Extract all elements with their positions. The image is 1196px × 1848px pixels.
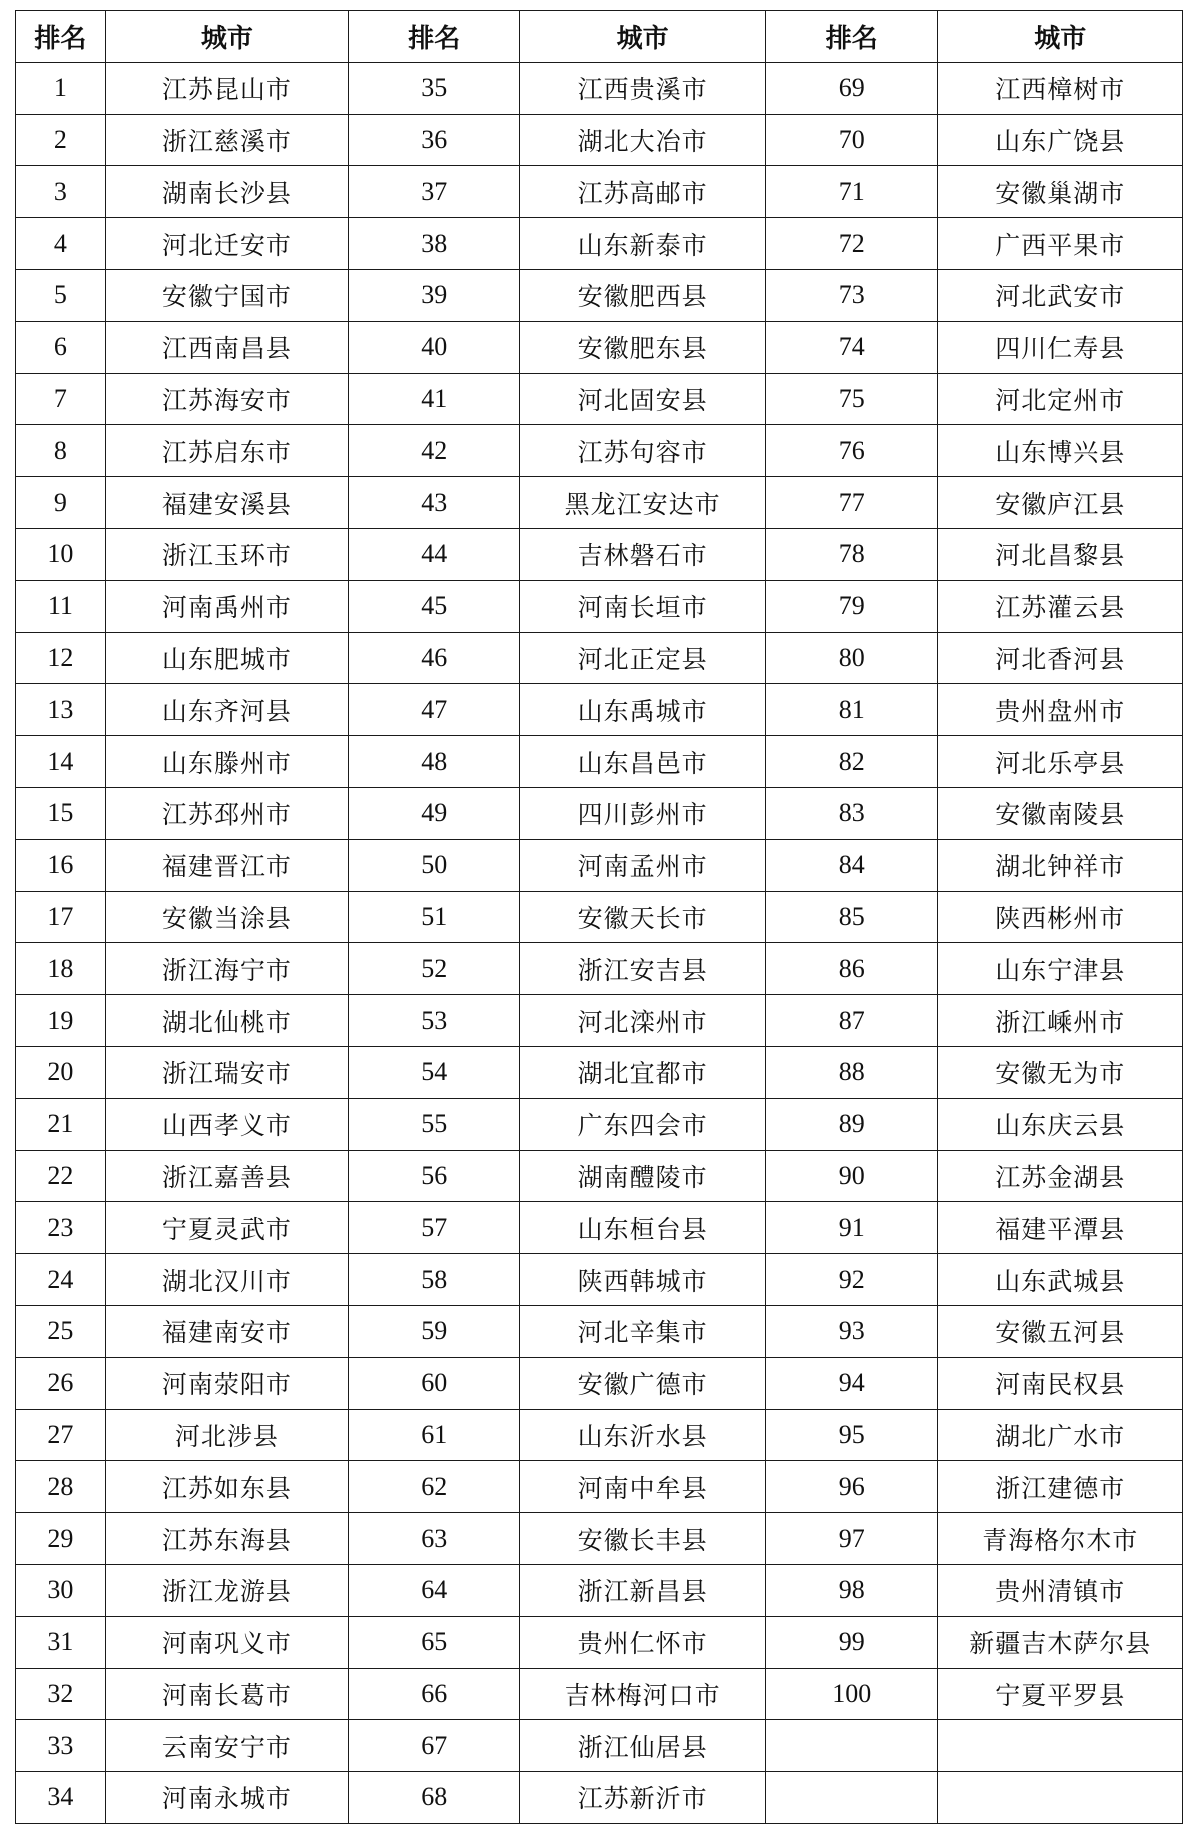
table-row xyxy=(16,995,1183,1047)
rank-cell: 15 xyxy=(16,787,106,839)
header-row xyxy=(16,11,1183,63)
table-row xyxy=(16,1409,1183,1461)
header-city-3: 城市 xyxy=(938,11,1183,63)
city-cell: 陕西彬州市 xyxy=(938,891,1183,943)
rank-cell: 69 xyxy=(766,62,938,114)
table-row xyxy=(16,943,1183,995)
rank-cell: 57 xyxy=(349,1202,520,1254)
rank-cell: 36 xyxy=(349,114,520,166)
rank-cell: 59 xyxy=(349,1305,520,1357)
rank-cell: 43 xyxy=(349,477,520,529)
city-cell: 安徽广德市 xyxy=(520,1357,766,1409)
rank-cell: 55 xyxy=(349,1098,520,1150)
city-cell: 福建平潭县 xyxy=(938,1202,1183,1254)
table-row xyxy=(16,1616,1183,1668)
city-cell: 青海格尔木市 xyxy=(938,1513,1183,1565)
rank-cell: 10 xyxy=(16,528,106,580)
city-cell: 河南孟州市 xyxy=(520,839,766,891)
city-cell: 安徽当涂县 xyxy=(105,891,348,943)
city-cell: 河北香河县 xyxy=(938,632,1183,684)
city-cell: 安徽肥东县 xyxy=(520,321,766,373)
rank-cell: 87 xyxy=(766,995,938,1047)
rank-cell: 54 xyxy=(349,1046,520,1098)
rank-cell: 86 xyxy=(766,943,938,995)
city-cell: 浙江新昌县 xyxy=(520,1564,766,1616)
rank-cell: 100 xyxy=(766,1668,938,1720)
rank-cell: 44 xyxy=(349,528,520,580)
city-cell: 江苏邳州市 xyxy=(105,787,348,839)
rank-cell: 34 xyxy=(16,1772,106,1824)
rank-cell: 9 xyxy=(16,477,106,529)
rank-cell: 8 xyxy=(16,425,106,477)
city-cell: 吉林磐石市 xyxy=(520,528,766,580)
rank-cell: 61 xyxy=(349,1409,520,1461)
city-cell: 贵州仁怀市 xyxy=(520,1616,766,1668)
rank-cell: 68 xyxy=(349,1772,520,1824)
city-cell xyxy=(938,1772,1183,1824)
rank-cell: 45 xyxy=(349,580,520,632)
city-cell: 福建安溪县 xyxy=(105,477,348,529)
city-cell: 安徽无为市 xyxy=(938,1046,1183,1098)
rank-cell: 56 xyxy=(349,1150,520,1202)
city-cell: 山西孝义市 xyxy=(105,1098,348,1150)
city-cell: 江苏高邮市 xyxy=(520,166,766,218)
rank-cell: 73 xyxy=(766,269,938,321)
rank-cell: 74 xyxy=(766,321,938,373)
city-cell: 山东禹城市 xyxy=(520,684,766,736)
rank-cell: 70 xyxy=(766,114,938,166)
rank-cell: 35 xyxy=(349,62,520,114)
rank-cell xyxy=(766,1720,938,1772)
city-cell: 浙江瑞安市 xyxy=(105,1046,348,1098)
rank-cell: 1 xyxy=(16,62,106,114)
table-row xyxy=(16,1772,1183,1824)
rank-cell: 6 xyxy=(16,321,106,373)
city-cell: 江苏昆山市 xyxy=(105,62,348,114)
rank-cell: 33 xyxy=(16,1720,106,1772)
city-cell: 河北乐亭县 xyxy=(938,736,1183,788)
rank-cell: 51 xyxy=(349,891,520,943)
table-row xyxy=(16,1098,1183,1150)
city-cell: 湖南醴陵市 xyxy=(520,1150,766,1202)
rank-cell: 72 xyxy=(766,218,938,270)
rank-cell: 3 xyxy=(16,166,106,218)
city-cell: 贵州清镇市 xyxy=(938,1564,1183,1616)
city-cell: 浙江仙居县 xyxy=(520,1720,766,1772)
rank-cell: 50 xyxy=(349,839,520,891)
table-row xyxy=(16,839,1183,891)
table-row xyxy=(16,1357,1183,1409)
rank-cell: 17 xyxy=(16,891,106,943)
rank-cell xyxy=(766,1772,938,1824)
city-cell: 湖北广水市 xyxy=(938,1409,1183,1461)
city-cell: 宁夏灵武市 xyxy=(105,1202,348,1254)
city-cell: 江西南昌县 xyxy=(105,321,348,373)
city-cell: 黑龙江安达市 xyxy=(520,477,766,529)
rank-cell: 13 xyxy=(16,684,106,736)
city-cell: 山东滕州市 xyxy=(105,736,348,788)
city-cell: 山东昌邑市 xyxy=(520,736,766,788)
rank-cell: 26 xyxy=(16,1357,106,1409)
city-cell: 湖南长沙县 xyxy=(105,166,348,218)
city-cell: 河北涉县 xyxy=(105,1409,348,1461)
city-cell: 江苏金湖县 xyxy=(938,1150,1183,1202)
rank-cell: 92 xyxy=(766,1254,938,1306)
rank-cell: 2 xyxy=(16,114,106,166)
rank-cell: 4 xyxy=(16,218,106,270)
table-row xyxy=(16,1046,1183,1098)
city-cell: 江西贵溪市 xyxy=(520,62,766,114)
table-row xyxy=(16,114,1183,166)
rank-cell: 39 xyxy=(349,269,520,321)
rank-cell: 91 xyxy=(766,1202,938,1254)
rank-cell: 52 xyxy=(349,943,520,995)
table-row xyxy=(16,787,1183,839)
rank-cell: 83 xyxy=(766,787,938,839)
city-cell: 河南永城市 xyxy=(105,1772,348,1824)
rank-cell: 93 xyxy=(766,1305,938,1357)
rank-cell: 89 xyxy=(766,1098,938,1150)
header-city-2: 城市 xyxy=(520,11,766,63)
table-row xyxy=(16,425,1183,477)
rank-cell: 96 xyxy=(766,1461,938,1513)
city-cell: 山东宁津县 xyxy=(938,943,1183,995)
table-row xyxy=(16,1202,1183,1254)
rank-cell: 7 xyxy=(16,373,106,425)
rank-cell: 28 xyxy=(16,1461,106,1513)
table-row xyxy=(16,62,1183,114)
city-cell: 安徽长丰县 xyxy=(520,1513,766,1565)
city-cell: 浙江嘉善县 xyxy=(105,1150,348,1202)
city-cell: 河北辛集市 xyxy=(520,1305,766,1357)
rank-cell: 27 xyxy=(16,1409,106,1461)
table-row xyxy=(16,477,1183,529)
city-cell: 浙江玉环市 xyxy=(105,528,348,580)
city-cell: 江苏如东县 xyxy=(105,1461,348,1513)
rank-cell: 37 xyxy=(349,166,520,218)
city-cell: 浙江嵊州市 xyxy=(938,995,1183,1047)
table-row xyxy=(16,1305,1183,1357)
city-cell: 河南长葛市 xyxy=(105,1668,348,1720)
city-cell: 湖北钟祥市 xyxy=(938,839,1183,891)
rank-cell: 24 xyxy=(16,1254,106,1306)
rank-cell: 63 xyxy=(349,1513,520,1565)
table-row xyxy=(16,1461,1183,1513)
table-row xyxy=(16,1254,1183,1306)
table-row xyxy=(16,166,1183,218)
table-row xyxy=(16,269,1183,321)
rank-cell: 20 xyxy=(16,1046,106,1098)
city-cell: 福建南安市 xyxy=(105,1305,348,1357)
city-cell: 江西樟树市 xyxy=(938,62,1183,114)
rank-cell: 94 xyxy=(766,1357,938,1409)
header-rank-2: 排名 xyxy=(349,11,520,63)
rank-cell: 62 xyxy=(349,1461,520,1513)
city-cell: 河北武安市 xyxy=(938,269,1183,321)
rank-cell: 46 xyxy=(349,632,520,684)
rank-cell: 23 xyxy=(16,1202,106,1254)
city-cell: 山东桓台县 xyxy=(520,1202,766,1254)
rank-cell: 82 xyxy=(766,736,938,788)
rank-cell: 80 xyxy=(766,632,938,684)
city-cell: 河南中牟县 xyxy=(520,1461,766,1513)
city-cell: 安徽宁国市 xyxy=(105,269,348,321)
city-cell: 安徽天长市 xyxy=(520,891,766,943)
table-row xyxy=(16,1720,1183,1772)
city-cell: 山东武城县 xyxy=(938,1254,1183,1306)
city-cell: 湖北宜都市 xyxy=(520,1046,766,1098)
rank-cell: 53 xyxy=(349,995,520,1047)
city-cell: 河南巩义市 xyxy=(105,1616,348,1668)
rank-cell: 38 xyxy=(349,218,520,270)
rank-cell: 65 xyxy=(349,1616,520,1668)
city-cell: 浙江慈溪市 xyxy=(105,114,348,166)
city-cell: 山东沂水县 xyxy=(520,1409,766,1461)
city-cell: 江苏启东市 xyxy=(105,425,348,477)
city-cell: 江苏海安市 xyxy=(105,373,348,425)
city-cell: 浙江海宁市 xyxy=(105,943,348,995)
rank-cell: 18 xyxy=(16,943,106,995)
rank-cell: 41 xyxy=(349,373,520,425)
city-cell: 河北正定县 xyxy=(520,632,766,684)
table-row xyxy=(16,528,1183,580)
city-cell: 安徽庐江县 xyxy=(938,477,1183,529)
header-rank-1: 排名 xyxy=(16,11,106,63)
city-cell: 宁夏平罗县 xyxy=(938,1668,1183,1720)
header-rank-3: 排名 xyxy=(766,11,938,63)
city-cell: 山东广饶县 xyxy=(938,114,1183,166)
city-cell: 湖北汉川市 xyxy=(105,1254,348,1306)
rank-cell: 88 xyxy=(766,1046,938,1098)
city-cell: 四川仁寿县 xyxy=(938,321,1183,373)
city-cell: 广东四会市 xyxy=(520,1098,766,1150)
city-cell: 河北固安县 xyxy=(520,373,766,425)
rank-cell: 49 xyxy=(349,787,520,839)
rank-cell: 31 xyxy=(16,1616,106,1668)
table-row xyxy=(16,218,1183,270)
city-cell: 山东庆云县 xyxy=(938,1098,1183,1150)
rank-cell: 60 xyxy=(349,1357,520,1409)
rank-cell: 66 xyxy=(349,1668,520,1720)
rank-cell: 11 xyxy=(16,580,106,632)
city-cell: 云南安宁市 xyxy=(105,1720,348,1772)
rank-cell: 40 xyxy=(349,321,520,373)
table-body xyxy=(16,62,1183,1823)
city-cell: 江苏新沂市 xyxy=(520,1772,766,1824)
city-cell: 河南荥阳市 xyxy=(105,1357,348,1409)
city-cell: 山东齐河县 xyxy=(105,684,348,736)
rank-cell: 67 xyxy=(349,1720,520,1772)
city-cell: 河南民权县 xyxy=(938,1357,1183,1409)
rank-cell: 85 xyxy=(766,891,938,943)
ranking-table xyxy=(15,10,1183,1824)
table-row xyxy=(16,891,1183,943)
city-cell: 浙江龙游县 xyxy=(105,1564,348,1616)
rank-cell: 5 xyxy=(16,269,106,321)
city-cell xyxy=(938,1720,1183,1772)
rank-cell: 95 xyxy=(766,1409,938,1461)
rank-cell: 99 xyxy=(766,1616,938,1668)
city-cell: 河北定州市 xyxy=(938,373,1183,425)
rank-cell: 64 xyxy=(349,1564,520,1616)
rank-cell: 84 xyxy=(766,839,938,891)
city-cell: 江苏东海县 xyxy=(105,1513,348,1565)
rank-cell: 90 xyxy=(766,1150,938,1202)
rank-cell: 19 xyxy=(16,995,106,1047)
city-cell: 安徽巢湖市 xyxy=(938,166,1183,218)
rank-cell: 42 xyxy=(349,425,520,477)
table-row xyxy=(16,580,1183,632)
city-cell: 湖北大冶市 xyxy=(520,114,766,166)
table-row xyxy=(16,684,1183,736)
city-cell: 江苏句容市 xyxy=(520,425,766,477)
rank-cell: 76 xyxy=(766,425,938,477)
city-cell: 山东新泰市 xyxy=(520,218,766,270)
city-cell: 山东肥城市 xyxy=(105,632,348,684)
rank-cell: 30 xyxy=(16,1564,106,1616)
city-cell: 福建晋江市 xyxy=(105,839,348,891)
city-cell: 广西平果市 xyxy=(938,218,1183,270)
table-row xyxy=(16,373,1183,425)
table-row xyxy=(16,1150,1183,1202)
city-cell: 河北滦州市 xyxy=(520,995,766,1047)
city-cell: 安徽五河县 xyxy=(938,1305,1183,1357)
city-cell: 四川彭州市 xyxy=(520,787,766,839)
rank-cell: 71 xyxy=(766,166,938,218)
city-cell: 河南长垣市 xyxy=(520,580,766,632)
city-cell: 吉林梅河口市 xyxy=(520,1668,766,1720)
rank-cell: 48 xyxy=(349,736,520,788)
city-cell: 江苏灌云县 xyxy=(938,580,1183,632)
rank-cell: 29 xyxy=(16,1513,106,1565)
table-row xyxy=(16,1564,1183,1616)
table-row xyxy=(16,1668,1183,1720)
city-cell: 新疆吉木萨尔县 xyxy=(938,1616,1183,1668)
city-cell: 陕西韩城市 xyxy=(520,1254,766,1306)
city-cell: 安徽肥西县 xyxy=(520,269,766,321)
city-cell: 山东博兴县 xyxy=(938,425,1183,477)
rank-cell: 16 xyxy=(16,839,106,891)
city-cell: 贵州盘州市 xyxy=(938,684,1183,736)
rank-cell: 14 xyxy=(16,736,106,788)
rank-cell: 79 xyxy=(766,580,938,632)
city-cell: 浙江安吉县 xyxy=(520,943,766,995)
city-cell: 河南禹州市 xyxy=(105,580,348,632)
table-row xyxy=(16,736,1183,788)
city-cell: 河北迁安市 xyxy=(105,218,348,270)
rank-cell: 97 xyxy=(766,1513,938,1565)
rank-cell: 75 xyxy=(766,373,938,425)
city-cell: 安徽南陵县 xyxy=(938,787,1183,839)
rank-cell: 22 xyxy=(16,1150,106,1202)
rank-cell: 47 xyxy=(349,684,520,736)
rank-cell: 81 xyxy=(766,684,938,736)
rank-cell: 77 xyxy=(766,477,938,529)
table-row xyxy=(16,1513,1183,1565)
rank-cell: 58 xyxy=(349,1254,520,1306)
rank-cell: 78 xyxy=(766,528,938,580)
city-cell: 浙江建德市 xyxy=(938,1461,1183,1513)
header-city-1: 城市 xyxy=(105,11,348,63)
table-row xyxy=(16,321,1183,373)
rank-cell: 21 xyxy=(16,1098,106,1150)
rank-cell: 98 xyxy=(766,1564,938,1616)
rank-cell: 32 xyxy=(16,1668,106,1720)
city-cell: 湖北仙桃市 xyxy=(105,995,348,1047)
rank-cell: 12 xyxy=(16,632,106,684)
city-cell: 河北昌黎县 xyxy=(938,528,1183,580)
rank-cell: 25 xyxy=(16,1305,106,1357)
table-row xyxy=(16,632,1183,684)
